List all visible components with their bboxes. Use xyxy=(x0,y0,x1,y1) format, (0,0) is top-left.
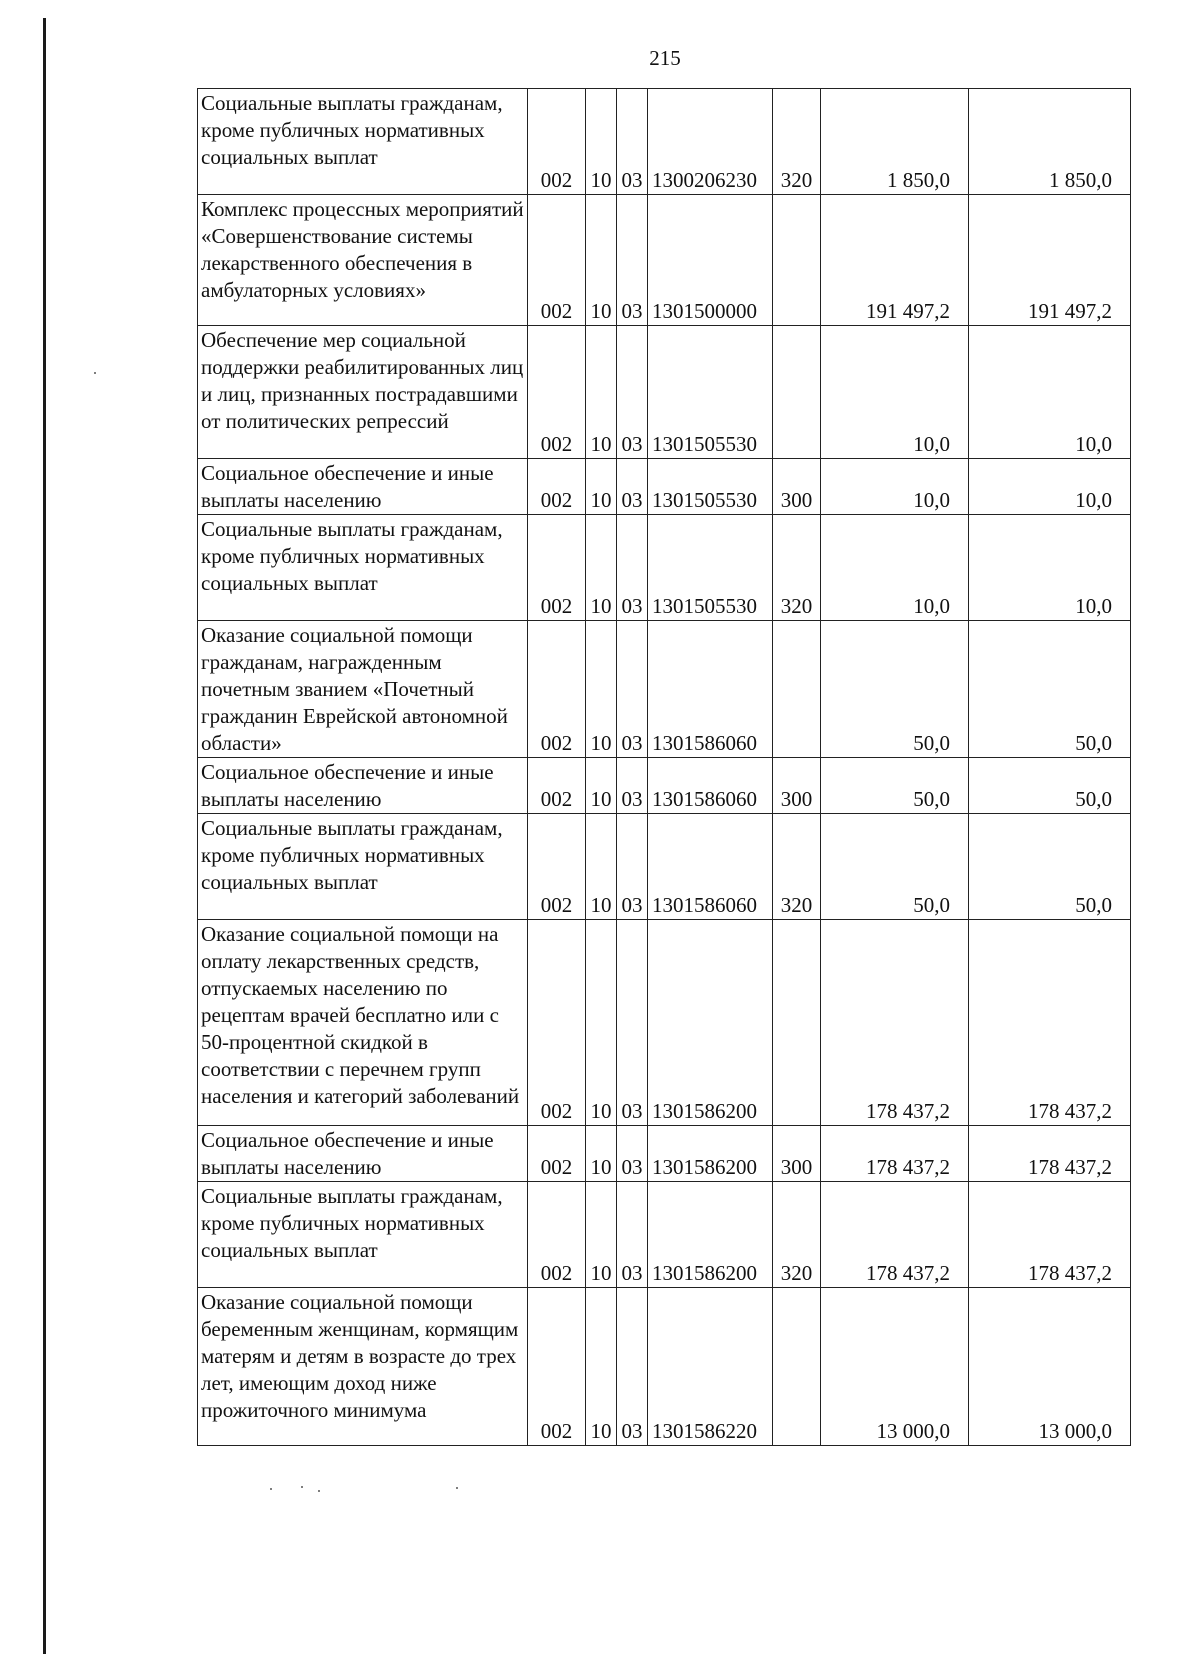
amount-year-1: 178 437,2 xyxy=(821,1126,969,1182)
target-article: 1300206230 xyxy=(648,89,773,195)
target-article: 1301505530 xyxy=(648,515,773,621)
scan-speck xyxy=(270,1488,272,1490)
section-code: 10 xyxy=(586,515,617,621)
amount-year-1: 1 850,0 xyxy=(821,89,969,195)
expense-type: 320 xyxy=(773,89,821,195)
table-row xyxy=(198,758,1131,814)
ministry-code: 002 xyxy=(528,1288,586,1446)
amount-year-1: 10,0 xyxy=(821,515,969,621)
section-code: 10 xyxy=(586,89,617,195)
target-article: 1301586200 xyxy=(648,1182,773,1288)
table-row xyxy=(198,459,1131,515)
amount-year-2: 50,0 xyxy=(969,814,1131,920)
amount-year-2: 191 497,2 xyxy=(969,195,1131,326)
row-name: Социальное обеспечение и иные выплаты населению xyxy=(198,1126,528,1182)
budget-table xyxy=(197,88,1131,1446)
amount-year-2: 178 437,2 xyxy=(969,1182,1131,1288)
amount-year-2: 50,0 xyxy=(969,621,1131,758)
table-row xyxy=(198,1288,1131,1446)
ministry-code: 002 xyxy=(528,758,586,814)
table-row xyxy=(198,920,1131,1126)
subsection-code: 03 xyxy=(617,1126,648,1182)
section-code: 10 xyxy=(586,1126,617,1182)
subsection-code: 03 xyxy=(617,1182,648,1288)
section-code: 10 xyxy=(586,758,617,814)
ministry-code: 002 xyxy=(528,459,586,515)
amount-year-2: 13 000,0 xyxy=(969,1288,1131,1446)
expense-type xyxy=(773,920,821,1126)
table-row xyxy=(198,195,1131,326)
row-name: Оказание социальной помощи на оплату лекарственных средств, отпускаемых населению по рецептам врачей бесплатно или с 50-процентной скидкой в соответствии с перечнем групп населения и категорий заболеваний xyxy=(198,920,528,1126)
subsection-code: 03 xyxy=(617,920,648,1126)
row-name: Социальное обеспечение и иные выплаты населению xyxy=(198,758,528,814)
amount-year-2: 1 850,0 xyxy=(969,89,1131,195)
scan-speck xyxy=(94,372,96,374)
subsection-code: 03 xyxy=(617,195,648,326)
row-name: Оказание социальной помощи беременным женщинам, кормящим матерям и детям в возрасте до трех лет, имеющим доход ниже прожиточного минимума xyxy=(198,1288,528,1446)
row-name: Социальные выплаты гражданам, кроме публичных нормативных социальных выплат xyxy=(198,814,528,920)
target-article: 1301586200 xyxy=(648,1126,773,1182)
amount-year-2: 178 437,2 xyxy=(969,920,1131,1126)
row-name: Комплекс процессных мероприятий «Совершенствование системы лекарственного обеспечения в амбулаторных условиях» xyxy=(198,195,528,326)
target-article: 1301586200 xyxy=(648,920,773,1126)
table-row xyxy=(198,1182,1131,1288)
scan-speck xyxy=(301,1486,303,1488)
ministry-code: 002 xyxy=(528,1126,586,1182)
row-name: Обеспечение мер социальной поддержки реабилитированных лиц и лиц, признанных пострадавшими от политических репрессий xyxy=(198,326,528,459)
amount-year-1: 10,0 xyxy=(821,326,969,459)
section-code: 10 xyxy=(586,1182,617,1288)
amount-year-1: 10,0 xyxy=(821,459,969,515)
target-article: 1301586060 xyxy=(648,621,773,758)
expense-type: 320 xyxy=(773,814,821,920)
subsection-code: 03 xyxy=(617,459,648,515)
section-code: 10 xyxy=(586,195,617,326)
ministry-code: 002 xyxy=(528,920,586,1126)
expense-type: 320 xyxy=(773,1182,821,1288)
row-name: Социальные выплаты гражданам, кроме публичных нормативных социальных выплат xyxy=(198,515,528,621)
subsection-code: 03 xyxy=(617,515,648,621)
target-article: 1301586060 xyxy=(648,814,773,920)
ministry-code: 002 xyxy=(528,195,586,326)
amount-year-1: 50,0 xyxy=(821,621,969,758)
ministry-code: 002 xyxy=(528,814,586,920)
expense-type xyxy=(773,195,821,326)
row-name: Оказание социальной помощи гражданам, награжденным почетным званием «Почетный гражданин Еврейской автономной области» xyxy=(198,621,528,758)
target-article: 1301586220 xyxy=(648,1288,773,1446)
row-name: Социальное обеспечение и иные выплаты населению xyxy=(198,459,528,515)
ministry-code: 002 xyxy=(528,89,586,195)
expense-type xyxy=(773,1288,821,1446)
section-code: 10 xyxy=(586,920,617,1126)
subsection-code: 03 xyxy=(617,814,648,920)
table-row xyxy=(198,515,1131,621)
target-article: 1301505530 xyxy=(648,326,773,459)
amount-year-2: 178 437,2 xyxy=(969,1126,1131,1182)
subsection-code: 03 xyxy=(617,1288,648,1446)
expense-type: 300 xyxy=(773,1126,821,1182)
table-row xyxy=(198,621,1131,758)
table-row xyxy=(198,814,1131,920)
scan-speck xyxy=(318,1490,320,1492)
target-article: 1301505530 xyxy=(648,459,773,515)
section-code: 10 xyxy=(586,1288,617,1446)
table-row xyxy=(198,89,1131,195)
expense-type: 300 xyxy=(773,459,821,515)
amount-year-1: 50,0 xyxy=(821,814,969,920)
subsection-code: 03 xyxy=(617,326,648,459)
ministry-code: 002 xyxy=(528,326,586,459)
ministry-code: 002 xyxy=(528,515,586,621)
amount-year-1: 13 000,0 xyxy=(821,1288,969,1446)
row-name: Социальные выплаты гражданам, кроме публичных нормативных социальных выплат xyxy=(198,89,528,195)
expense-type: 320 xyxy=(773,515,821,621)
amount-year-1: 178 437,2 xyxy=(821,920,969,1126)
row-name: Социальные выплаты гражданам, кроме публичных нормативных социальных выплат xyxy=(198,1182,528,1288)
ministry-code: 002 xyxy=(528,1182,586,1288)
table-row xyxy=(198,1126,1131,1182)
amount-year-1: 178 437,2 xyxy=(821,1182,969,1288)
target-article: 1301500000 xyxy=(648,195,773,326)
subsection-code: 03 xyxy=(617,89,648,195)
expense-type xyxy=(773,621,821,758)
section-code: 10 xyxy=(586,459,617,515)
amount-year-2: 10,0 xyxy=(969,459,1131,515)
amount-year-2: 10,0 xyxy=(969,326,1131,459)
target-article: 1301586060 xyxy=(648,758,773,814)
ministry-code: 002 xyxy=(528,621,586,758)
binding-edge-line xyxy=(43,18,46,1654)
section-code: 10 xyxy=(586,814,617,920)
section-code: 10 xyxy=(586,326,617,459)
expense-type: 300 xyxy=(773,758,821,814)
subsection-code: 03 xyxy=(617,758,648,814)
page-number: 215 xyxy=(649,46,681,70)
subsection-code: 03 xyxy=(617,621,648,758)
table-body xyxy=(198,89,1131,1446)
amount-year-1: 50,0 xyxy=(821,758,969,814)
amount-year-2: 10,0 xyxy=(969,515,1131,621)
scan-speck xyxy=(456,1487,458,1489)
amount-year-2: 50,0 xyxy=(969,758,1131,814)
section-code: 10 xyxy=(586,621,617,758)
table-row xyxy=(198,326,1131,459)
amount-year-1: 191 497,2 xyxy=(821,195,969,326)
expense-type xyxy=(773,326,821,459)
